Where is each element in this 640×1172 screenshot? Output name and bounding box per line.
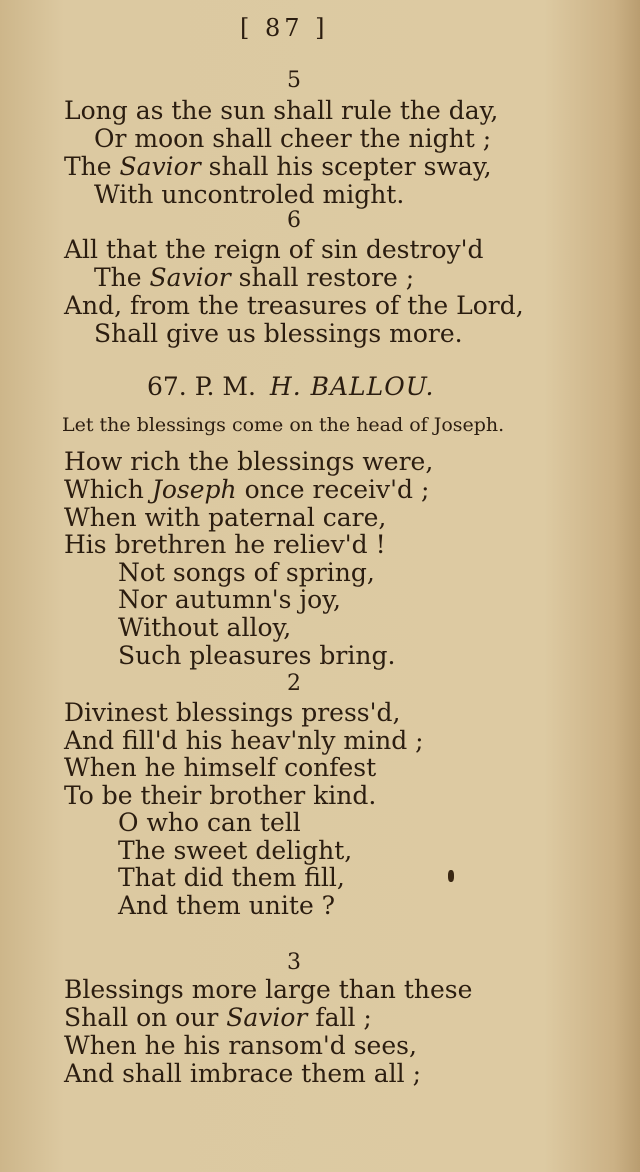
verse-line: Not songs of spring, <box>118 558 375 587</box>
verse-line: Shall on our Savior fall ; <box>64 1003 372 1032</box>
verse-line: With uncontroled might. <box>94 180 405 209</box>
stanza-number: 6 <box>287 208 301 233</box>
verse-line: The Savior shall his scepter sway, <box>64 152 492 181</box>
stanza-number: 3 <box>287 950 301 975</box>
verse-line: When he his ransom'd sees, <box>64 1031 417 1060</box>
page-number: [ 87 ] <box>240 14 329 42</box>
hymn-author: H. BALLOU. <box>269 372 435 401</box>
verse-line: Such pleasures bring. <box>118 641 396 670</box>
verse-line: Divinest blessings press'd, <box>64 698 401 727</box>
verse-line: How rich the blessings were, <box>64 447 434 476</box>
stanza-number: 5 <box>287 68 301 93</box>
verse-line: That did them fill, <box>118 863 345 892</box>
verse-line: Long as the sun shall rule the day, <box>64 96 499 125</box>
verse-line: To be their brother kind. <box>64 781 377 810</box>
stanza-number: 2 <box>287 671 301 696</box>
verse-line: Without alloy, <box>118 613 292 642</box>
verse-line: Blessings more large than these <box>64 975 473 1004</box>
verse-line: The Savior shall restore ; <box>94 263 415 292</box>
tune-line: Let the blessings come on the head of Joseph. <box>62 414 505 436</box>
verse-line: Nor autumn's joy, <box>118 585 341 614</box>
verse-line: And, from the treasures of the Lord, <box>64 291 524 320</box>
hymn-heading <box>147 372 434 402</box>
verse-line: When with paternal care, <box>64 503 387 532</box>
verse-line: Which Joseph once receiv'd ; <box>64 475 430 504</box>
verse-line: Shall give us blessings more. <box>94 319 463 348</box>
verse-line: And shall imbrace them all ; <box>64 1059 422 1088</box>
hymn-title: 67. P. M. <box>147 372 256 401</box>
verse-line: His brethren he reliev'd ! <box>64 530 386 559</box>
verse-line: The sweet delight, <box>118 836 353 865</box>
verse-line: O who can tell <box>118 808 301 837</box>
verse-line: And fill'd his heav'nly mind ; <box>64 726 424 755</box>
verse-line: When he himself confest <box>64 753 377 782</box>
verse-line: All that the reign of sin destroy'd <box>64 235 484 264</box>
verse-line: Or moon shall cheer the night ; <box>94 124 492 153</box>
ink-blot <box>448 870 454 882</box>
verse-line: And them unite ? <box>118 891 336 920</box>
